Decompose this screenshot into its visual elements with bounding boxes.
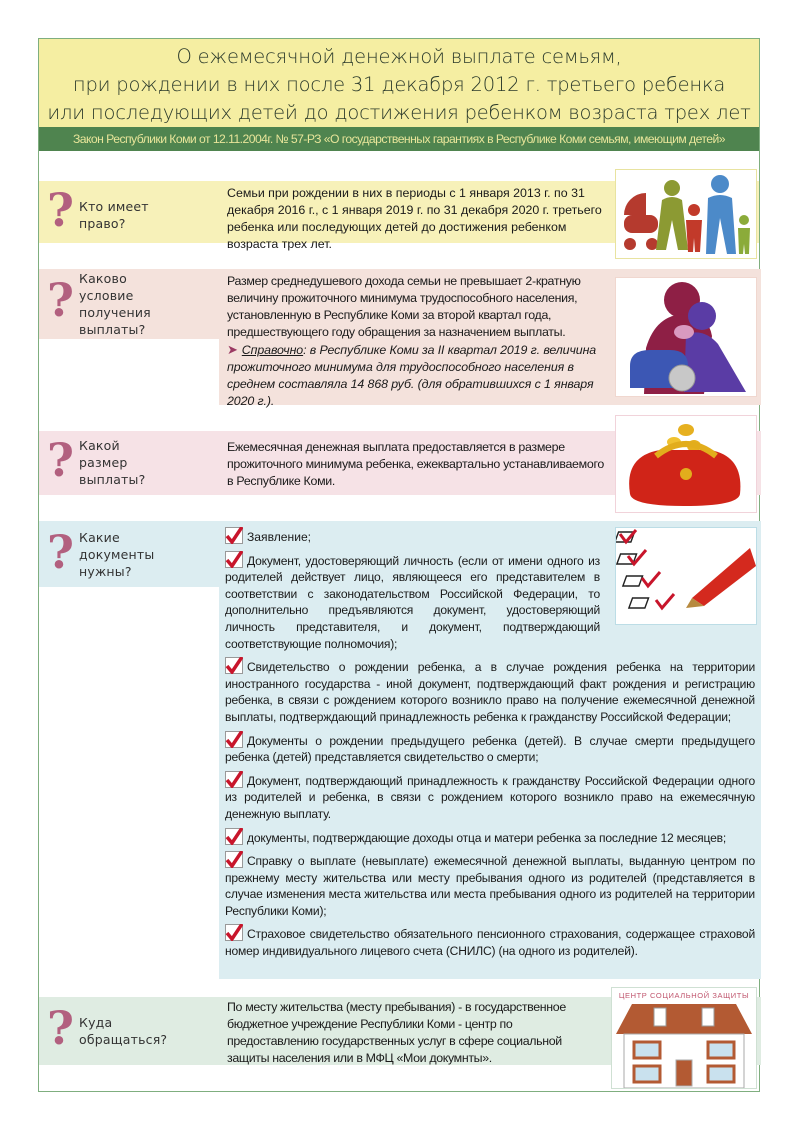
question-mark-icon: ? (47, 1001, 74, 1055)
question-5: Куда обращаться? (79, 1015, 168, 1047)
mother-child-purse-icon (615, 277, 757, 397)
question-mark-icon: ? (47, 273, 74, 327)
checklist-pencil-icon (615, 527, 757, 625)
answer-3-text: Ежемесячная денежная выплата предоставляется в размере прожиточного минимума ребенка, ежеквартально устанавливаемого в Республике Коми. (227, 440, 604, 488)
coin-purse-icon (615, 415, 757, 513)
document-item: документы, подтверждающие доходы отца и матери ребенка за последние 12 месяцев; (225, 828, 755, 847)
checkmark-icon (225, 771, 243, 788)
answer-1-text: Семьи при рождении в них в периоды с 1 января 2013 г. по 31 декабря 2016 г., с 1 января 2019 г. по 31 декабря 2020 г. третьего ребенка или последующих детей до достижения ребенком возраста трех лет. (227, 186, 602, 251)
document-item: Справку о выплате (невыплате) ежемесячной денежной выплаты, выданную центром по прежнему месту жительства или месту пребывания одного из родителей (представляется в случае изменения места жительства или места пребывания одного из родителей на территории Республики Коми); (225, 851, 755, 919)
arrow-icon: ➤ (227, 342, 238, 357)
answer-2-text: Размер среднедушевого дохода семьи не превышает 2-кратную величину прожиточного минимума трудоспособного населения, установленную в Республике Коми за второй квартал года, предшествующего году обращения за назначением выплаты. (227, 274, 581, 339)
page-title-line-3: или последующих детей до достижения ребенком возраста трех лет (47, 101, 751, 124)
checkmark-icon (225, 527, 243, 544)
law-reference: Закон Республики Коми от 12.11.2004г. № 57-РЗ «О государственных гарантиях в Республике Коми семьям, имеющим детей» (39, 127, 759, 151)
answer-1 (219, 181, 611, 251)
checkmark-icon (225, 851, 243, 868)
document-item: Страховое свидетельство обязательного пенсионного страхования, содержащее страховой номер индивидуального лицевого счета (СНИЛС) (на одного из родителей). (225, 924, 755, 959)
question-mark-icon: ? (47, 433, 74, 487)
header (39, 39, 759, 127)
question-4: Какие документы нужны? (79, 530, 155, 579)
document-item: Документ, удостоверяющий личность (если от имени одного из родителей действует лицо, являющееся его представителем в соответствии с законодательством Российской Федерации, то дополнительно предъявляются документ, удостоверяющий личность представителя, и документ, подтверждающий соответствующие полномочия); (225, 551, 600, 653)
family-icon (615, 169, 757, 259)
document-item: Документ, подтверждающий принадлежность к гражданству Российской Федерации одного из родителей и ребенка, в связи с рождением которого возникло право на ежемесячную денежную выплату. (225, 771, 755, 823)
question-2: Каково условие получения выплаты? (79, 271, 151, 337)
checkmark-icon (225, 657, 243, 674)
answer-5-text: По месту жительства (месту пребывания) - в государственное бюджетное учреждение Республики Коми - центр по предоставлению государственных услуг в сфере социальной защиты населения или в МФЦ «Мои докумнты». (227, 1000, 566, 1065)
question-1: Кто имеет право? (79, 199, 149, 231)
document-item: Документы о рождении предыдущего ребенка (детей). В случае смерти предыдущего ребенка (детей) представляется свидетельство о смерти; (225, 731, 755, 766)
leaflet-frame (38, 38, 760, 1092)
question-mark-icon: ? (47, 525, 74, 579)
building-caption: ЦЕНТР СОЦИАЛЬНОЙ ЗАЩИТЫ (618, 991, 750, 1000)
question-3: Какой размер выплаты? (79, 438, 146, 487)
reference-note: ➤ Справочно: в Республике Коми за II квартал 2019 г. величина прожиточного минимума для трудоспособного населения в среднем составляла 14 868 руб. (для обратившихся с 1 января 2020 г.). (227, 342, 597, 408)
document-item: Заявление; (225, 527, 600, 546)
checkmark-icon (225, 551, 243, 568)
document-item: Свидетельство о рождении ребенка, а в случае рождения ребенка на территории иностранного государства - иной документ, подтверждающий факт рождения и регистрацию ребенка, в связи с рождением которого возникло право на получение ежемесячной денежной выплаты, подтверждающий принадлежность ребенка к гражданству Российской Федерации; (225, 657, 755, 725)
page-title-line-1: О ежемесячной денежной выплате семьям, (176, 45, 622, 68)
page-title-line-2: при рождении в них после 31 декабря 2012 г. третьего ребенка (72, 73, 726, 96)
social-center-building-icon (611, 987, 757, 1089)
checkmark-icon (225, 924, 243, 941)
checkmark-icon (225, 828, 243, 845)
checkmark-icon (225, 731, 243, 748)
question-mark-icon: ? (47, 183, 74, 237)
